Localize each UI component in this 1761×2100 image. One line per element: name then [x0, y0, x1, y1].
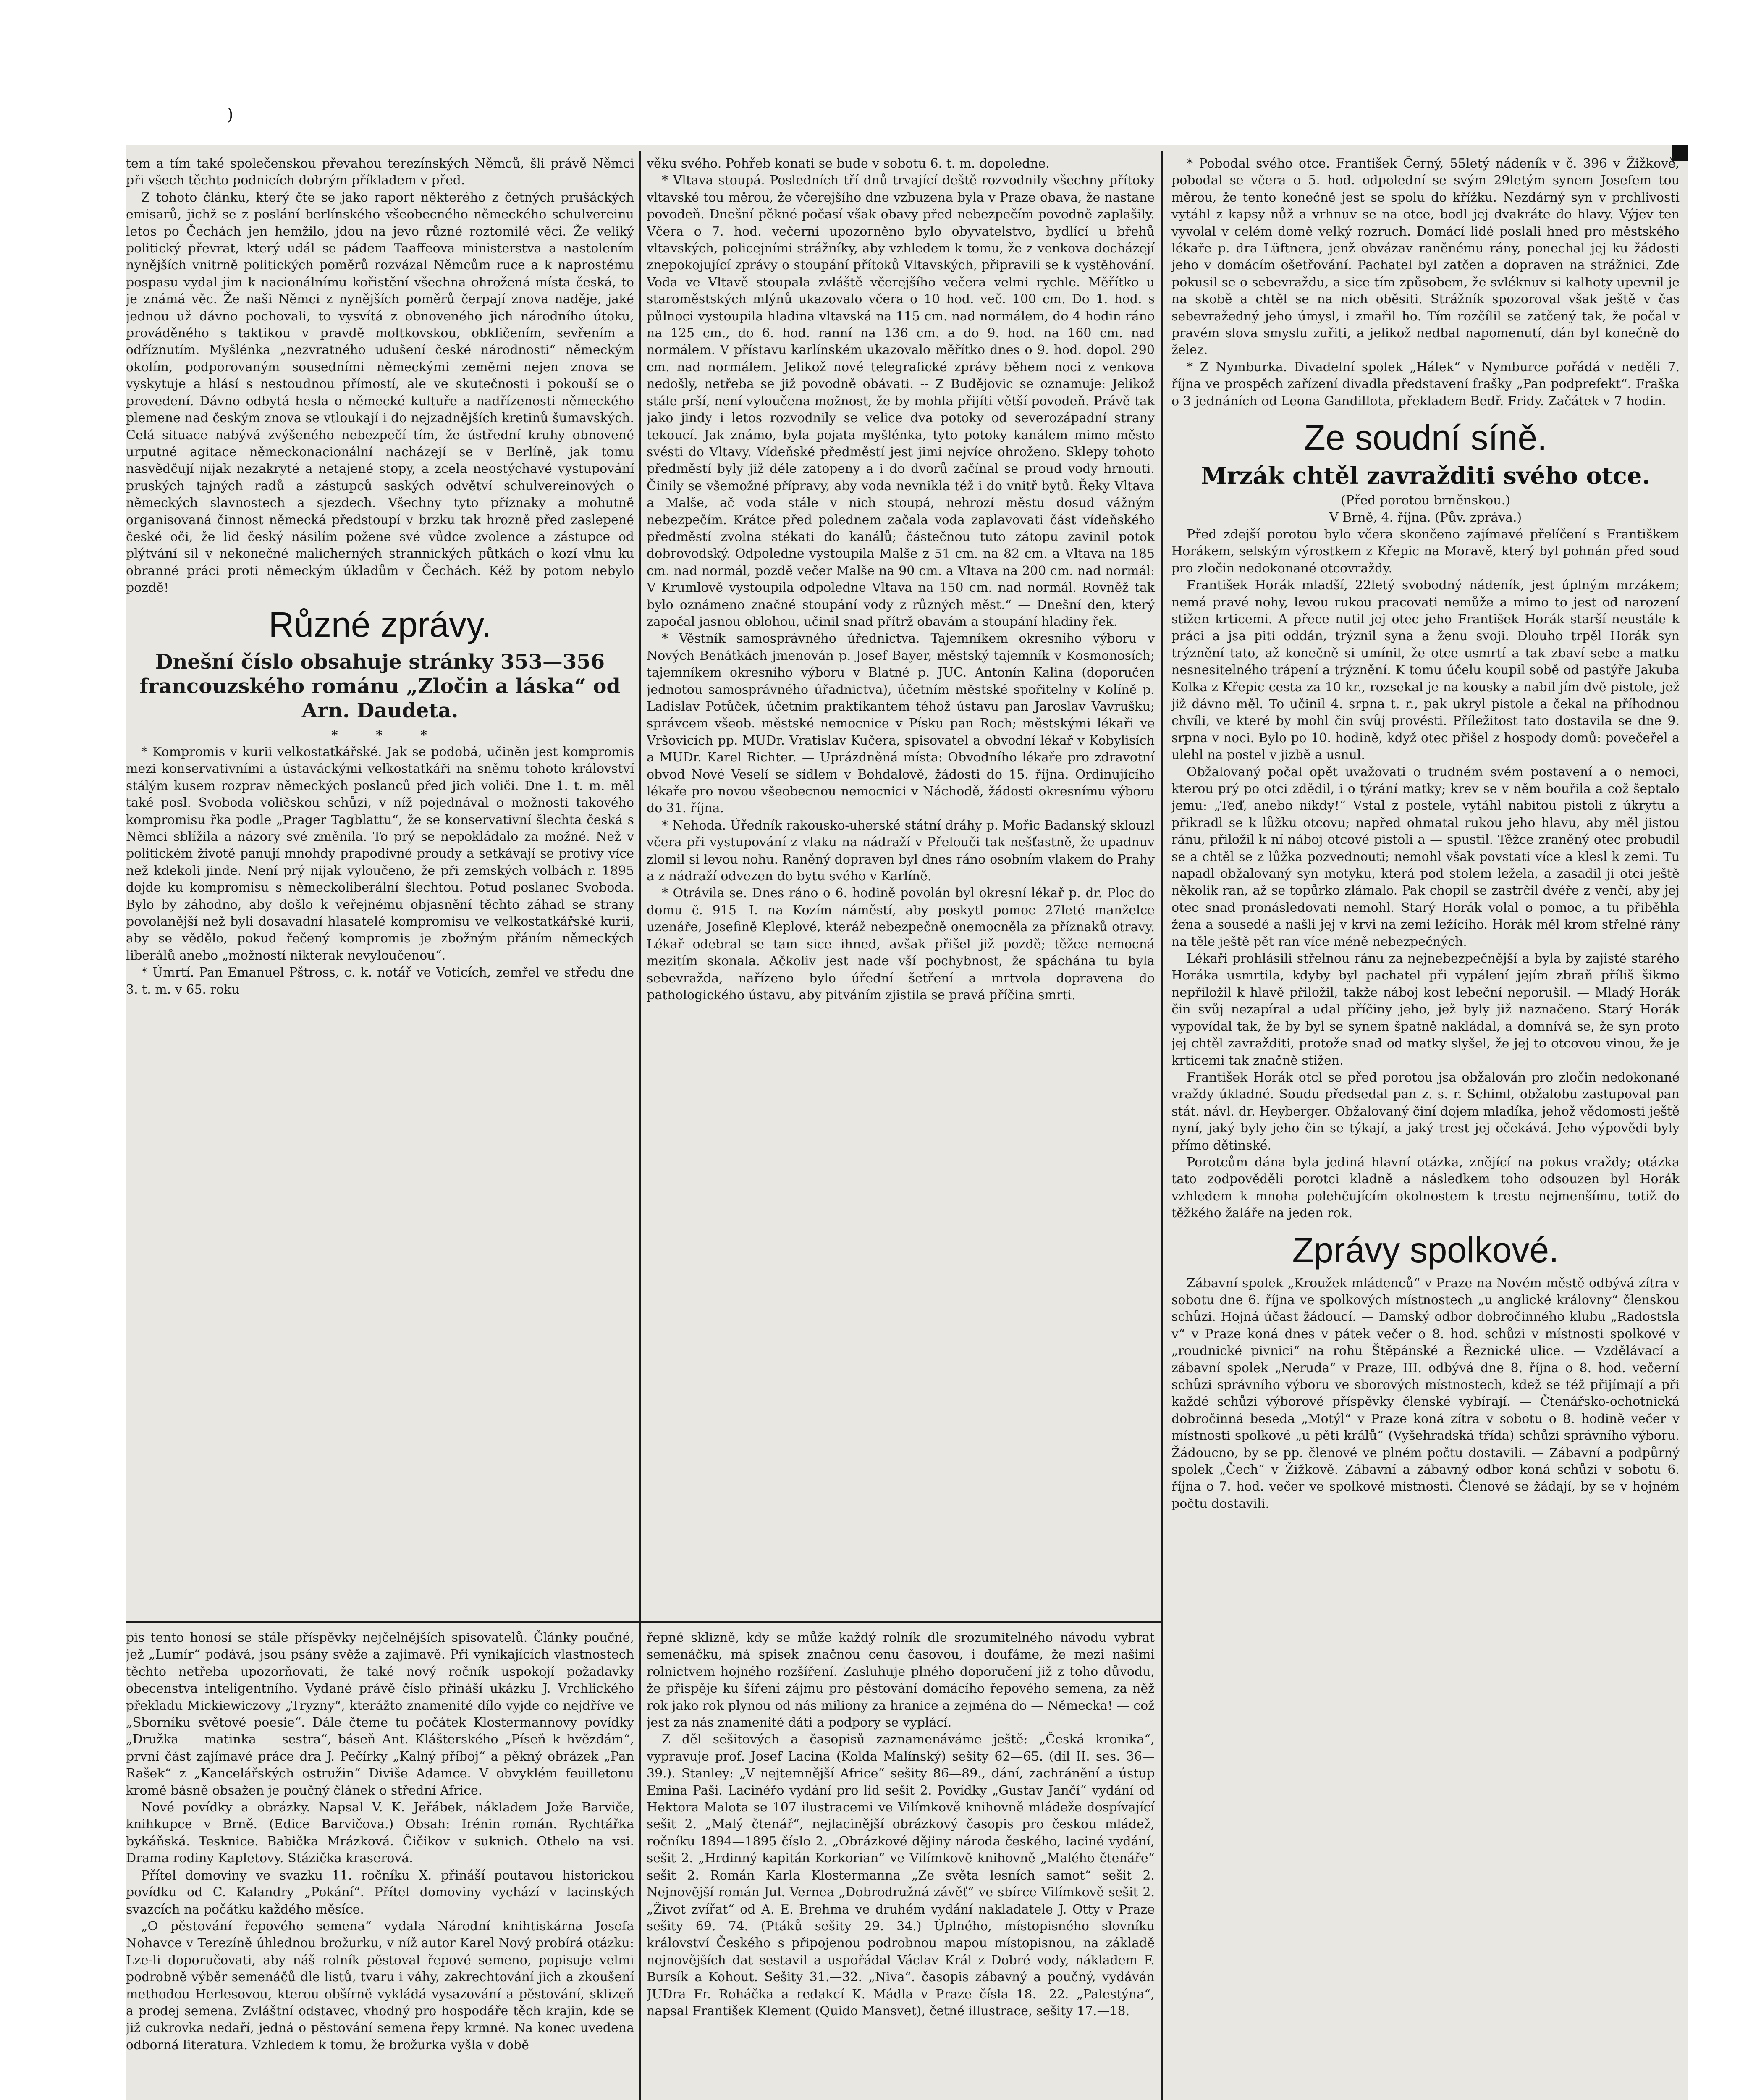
paragraph: Zábavní spolek „Kroužek mládenců“ v Praze na Novém městě odbývá zítra v sobotu dne 6. října ve spolkových místnostech „u anglické královny“ členskou schůzi. Hojná účast žádoucí. — Damský odbor dobročinného klubu „Radostsla v“ v Praze koná dnes v pátek večer o 8. hod. schůzi v místnosti spolkové v „roudnické pivnici“ na rohu Štěpánské a Řeznické ulice. — Vzdělávací a zábavní spolek „Neruda“ v Praze, III. odbývá dne 8. října o 8. hod. večerní schůzi správního výboru ve sborových místnostech, kdež se též přijímají a při každé schůzi výborové příspěvky členské vybírají. — Čtenářsko-ochotnická dobročinná beseda „Motýl“ v Praze koná zítra v sobotu o 8. hodině večer v místnosti spolkové „u pěti králů“ (Vyšehradská třída) schůzi správního výboru. Žádoucno, by se pp. členové ve plném počtu dostavili. — Zábavní a podpůrný spolek „Čech“ v Žižkově. Zábavní a zábavný odbor koná schůzi v sobotu 6. října o 7. hod. večer ve spolkové místnosti. Členové se žádají, by se v hojném počtu dostavili.	[1171, 1276, 1680, 1511]
paragraph: tem a tím také společenskou převahou terezínských Němců, šli právě Němci při všech těchto podnicích dobrým příkladem v před.	[126, 156, 634, 188]
paragraph: pis tento honosí se stále příspěvky nejčelnějších spisovatelů. Články poučné, jež „Lumír“ podává, jsou psány svěže a zajímavě. Při vynikajících vlastnostech těchto netřeba upozorňovati, že také nový ročník uspokojí požadavky obecenstva inteligentního. Vydané právě číslo přináší ukázku J. Vrchlického překladu Mickiewiczovy „Tryzny“, kterážto znamenité dílo vyjde co nejdříve ve „Sborníku světové poesie“. Dále čteme tu počátek Klostermannovy povídky „Družka — matinka — sestra“, báseň Ant. Klášterského „Píseň k hvězdám“, první část zajímavé práce dra J. Pečírky „Kalný příboj“ a pěkný obrázek „Pan Rašek“ z „Kancelářských ostružin“ Diviše Adamce. V obvyklém feuilletonu kromě básně obsažen je poučný článek o střední Africe.	[126, 1630, 634, 1798]
feuilleton-rule	[126, 1621, 1161, 1623]
section-heading: Zprávy spolkové.	[1292, 1230, 1559, 1270]
paragraph: * Věstník samosprávného úřednictva. Tajemníkem okresního výboru v Nových Benátkách jmenován p. Josef Bayer, městský tajemník v Kosmonosích; tajemníkem okresního výboru v Blatné p. JUC. Antonín Kalina (doporučen jednotou samosprávného úřadnictva), účetním městské spořitelny v Kolíně p. Ladislav Potůček, účetním praktikantem téhož ústavu pan Jaroslav Vavrušku; správcem všeob. městské nemocnice v Písku pan Roch; městskými lékaři ve Vršovicích pp. MUDr. Vratislav Kučera, spisovatel a obvodní lékař v Kobylisích a MUDr. Karel Richter. — Uprázdněná místa: Obvodního lékaře pro zdravotní obvod Nové Veselí se sídlem v Bohdalově, žádosti do 15. října. Ordinujícího lékaře pro novou všeobecnou nemocnici v Náchodě, žádosti okresnímu výboru do 31. října.	[647, 631, 1155, 816]
paragraph: * Úmrtí. Pan Emanuel Pštross, c. k. notář ve Voticích, zemřel ve středu dne 3. t. m. v 65. roku	[126, 965, 634, 997]
column-rule	[639, 151, 641, 2100]
paragraph: Z tohoto článku, který čte se jako raport některého z četných prušáckých emisarů, jichž se z poslání berlínského všeobecného německého schulvereinu letos po Čechách jen hemžilo, jdou na jevo různé roztomilé věci. Že veliký politický převrat, který udál se pádem Taaffeova ministerstva a nastolením nynějších vnitrně politických poměrů rozvázal Němcům ruce a k naprostému pospasu vydal jim k nacionálnímu kořistění všechna ohrožená místa česká, to je známá věc. Že naši Němci z nynějších poměrů čerpají znova naděje, jaké jednou už dávno pochovali, to vysvítá z obnoveného jich národního útoku, prováděného s taktikou v pravdě moltkovskou, obkličením, sevřením a odříznutím. Myšlénka „nezvratného udušení české národnosti“ německým okolím, podporovaným sousedními německými zeměmi nejen znova se vyskytuje a hlásí s nestoudnou přímostí, ale ve skutečnosti i pokouší se o provedení. Dávno odbytá hesla o německé kultuře a nadřízenosti německého plemene nad českým znova se vtloukají i do nejzadnějších kretinů šumavských. Celá situace nabývá zvýšeného nebezpečí tím, že ústřední kruhy obnovené urputné agitace německonacionální nacházejí se v Berlíně, jak tomu nasvědčují nijak nezakryté a netajené stopy, a zcela neostýchavé vystupování pruských tajných radů a zástupců saských odvětví schulvereinových o německých slavnostech a sjezdech. Všechny tyto příznaky a mohutně organisovaná činnost německá předstoupí v brzku tak hrozně před zaslepené české oči, že lid český násilím požene své vůdce zvolence a zástupce od plýtvání sil v nekonečné malicherných strannických půtkách o kozí vlnu ku obranné práci proti německým úkladům v Čechách. Kéž by potom nebylo pozdě!	[126, 190, 634, 596]
paragraph: Lékaři prohlásili střelnou ránu za nejnebezpečnější a byla by zajisté starého Horáka usmrtila, kdyby byl pachatel při vypálení jejím zbraň příliš šikmo nepřiložil k hlavě přiložil, takže náboj kost lebeční neporušil. — Mladý Horák čin svůj nezapíral a udal příčiny jeho, jež byly již naznačeno. Starý Horák vypovídal tak, že by byl se synem špatně nakládal, a domnívá se, že syn proto jej chtěl zavražditi, protože snad od matky slyšel, že jej to otcovou vinou, že je krticemi tak značně stižen.	[1171, 951, 1680, 1068]
section-heading: Různé zprávy.	[268, 604, 492, 644]
paragraph: Obžalovaný počal opět uvažovati o trudném svém postavení a o nemoci, kterou prý po otci zdědil, i o týrání matky; krev se v něm bouřila a což šeptalo jemu: „Teď, anebo nikdy!“ Vstal z postele, vytáhl nabitou pistoli z úkrytu a přikradl se k lůžku otcovu; napřed ohmatal rukou jeho hlavu, aby měl jistou ránu, přiložil k ní náboj otcové pistoli a — spustil. Těžce zraněný otec probudil se a chtěl se z lůžka pozvednouti; nemohl však povstati více a klesl k zemi. Tu napadl obžalovaný syn motyku, která pod stolem ležela, a zasadil ji otci ještě několik ran, až se topůrko zlámalo. Pak chopil se zastrčil dvéře z venčí, aby jej otec snad pronásledovati nemohl. Starý Horák volal o pomoc, a tu přiběhla žena a sousedé a našli jej v krvi na zemi ležícího. Horák měl krom střelné rány na těle ještě pět ran více méně nebezpečných.	[1171, 764, 1680, 949]
column-3	[1171, 155, 1680, 2100]
paragraph: řepné sklizně, kdy se může každý rolník dle srozumitelného návodu vybrat semenáčku, má spisek značnou cenu časovou, i doufáme, že mezi našimi rolnictvem hojného rozšíření. Zasluhuje plného doporučení již z toho důvodu, že přispěje ku šíření zájmu pro pěstování domácího řepového semena, za něž rok jako rok plynou od nás miliony za hranice a zejména do — Německa! — což jest za nás znamenité dáti a podpory se vyplácí.	[647, 1630, 1155, 1730]
paragraph: věku svého. Pohřeb konati se bude v sobotu 6. t. m. dopoledne.	[647, 156, 1050, 171]
paragraph: František Horák otcl se před porotou jsa obžalován pro zločin nedokonané vraždy úkladné. Soudu předsedal pan z. s. r. Schiml, obžalobu zastupoval pan stát. návl. dr. Heyberger. Obžalovaný činí dojem mladíka, jehož vědomosti ještě nyní, jaký byly jeho čin se týkají, a jaký trest jej očekává. Jeho výpovědi byly přímo dětinské.	[1171, 1070, 1680, 1153]
dateline: V Brně, 4. října. (Pův. zpráva.)	[1329, 510, 1522, 525]
lead-notice: Dnešní číslo obsahuje stránky 353—356 francouzského románu „Zločin a láska“ od Arn. Daudeta.	[139, 650, 621, 722]
column-2-bottom	[647, 1630, 1155, 2100]
column-1-top	[126, 155, 634, 1617]
corner-mark: )	[227, 105, 233, 124]
paragraph: * Nehoda. Úředník rakousko-uherské státní dráhy p. Mořic Badanský sklouzl včera při vystupování z vlaku na nádraží v Přelouči tak nešťastně, že upadnuv zlomil si levou nohu. Raněný dopraven byl dnes ráno osobním vlakem do Prahy a z nádraží odvezen do bytu svého v Karlíně.	[647, 818, 1155, 884]
article-headline: Mrzák chtěl zavražditi svého otce.	[1201, 462, 1650, 490]
paragraph: „O pěstování řepového semena“ vydala Národní knihtiskárna Josefa Nohavce v Terezíně úhlednou brožurku, v níž autor Karel Nový probírá otázku: Lze-li doporučovati, aby náš rolník pěstoval řepové semeno, popisuje velmi podrobně výběr semenáčů dle listů, tvaru i váhy, zakrechtování jich a zkoušení methodou Herlesovou, kterou obšírně vykládá vysazování a pěstování, sklizeň a prodej semena. Zvláštní odstavec, vhodný pro hospodáře těch krajin, kde se již cukrovka nedaří, jedná o pěstování semena řepy krmné. Na konec uvedena odborná literatura. Vzhledem k tomu, že brožurka vyšla v době	[126, 1919, 634, 2053]
paragraph: * Otrávila se. Dnes ráno o 6. hodině povolán byl okresní lékař p. dr. Ploc do domu č. 915—I. na Kozím náměstí, aby poskytl pomoc 27leté manželce uzenáře, Josefině Kleplové, kteráž nebezpečně onemocněla za příznaků otravy. Lékař odebral se tam sice ihned, avšak přišel již pozdě; těžce nemocná mezitím skonala. Ačkoliv jest nade vší pochybnost, že spáchána tu byla sebevražda, nařízeno bylo úřední šetření a mrtvola dopravena do pathologického ústavu, aby pitváním zjistila se pravá příčina smrti.	[647, 886, 1155, 1003]
paragraph: * Z Nymburka. Divadelní spolek „Hálek“ v Nymburce pořádá v neděli 7. října ve prospěch zařízení divadla představení frašky „Pan podprefekt“. Fraška o 3 jednáních od Leona Gandillota, překladem Bedř. Fridy. Začátek v 7 hodin.	[1171, 360, 1680, 409]
paragraph: * Pobodal svého otce. František Černý, 55letý nádeník v č. 396 v Žižkově, pobodal se včera o 5. hod. odpolední se svým 29letým synem Josefem tou měrou, že tento konečně jest se spolu do křížku. Nezdárný syn v prchlivosti vytáhl z kapsy nůž a vrhnuv se na otce, bodl jej dvakráte do hlavy. Výjev ten vyvolal v celém domě velký rozruch. Domácí lidé poslali hned pro městského lékaře p. dra Lüftnera, jenž obvázav raněnému rány, ponechal jej ku žádosti jeho v domácím ošetřování. Pachatel byl zatčen a dopraven na strážnici. Zde pokusil se o sebevraždu, a sice tím způsobem, že svléknuv si kalhoty upevnil je na skobě a chtěl se na nich oběsiti. Strážník spozoroval však ještě v čas sebevražedný jeho úmysl, i zmařil ho. Tím rozčílil se zatčený tak, že počal v pravém slova smyslu zuřiti, a jelikož nedbal napomenutí, dán byl konečně do želez.	[1171, 156, 1680, 358]
byline: (Před porotou brněnskou.)	[1341, 493, 1510, 508]
paragraph: Před zdejší porotou bylo včera skončeno zajímavé přelíčení s Františkem Horákem, selským výrostkem z Křepic na Moravě, který byl pohnán před soud pro zločin nedokonané otcovraždy.	[1171, 527, 1680, 576]
section-heading: Ze soudní síně.	[1304, 418, 1547, 458]
paragraph: Z děl sešitových a časopisů zaznamenáváme ještě: „Česká kronika“, vypravuje prof. Josef Lacina (Kolda Malínský) sešity 62—65. (díl II. ses. 36—39.). Stanley: „V nejtemnější Africe“ sešity 86—89., dání, zachránění a ústup Emina Paši. Lacinéřo vydání pro lid sešit 2. Povídky „Gustav Jančí“ vydání od Hektora Malota se 107 ilustracemi ve Vilímkově knihovně mládeže dospívající sešit 2. „Malý čtenář“, nejlacinější obrázkový časopis pro českou mládež, ročníku 1894—1895 číslo 2. „Obrázkové dějiny národa českého, laciné vydání, sešit 2. „Hrdinný kapitán Korkorian“ ve Vilímkově knihovně „Malého čtenáře“ sešit 2. Román Karla Klostermanna „Ze světa lesních samot“ sešit 2. Nejnovější román Jul. Vernea „Dobrodružná závěť“ ve sbírce Vilímkově sešit 2. „Život zvířat“ od A. E. Brehma ve druhém vydání nakladatele J. Otty v Praze sešity 69.—74. (Ptáků sešity 29.—34.) Úplného, místopisného slovníku království Českého s připojenou podrobnou mapou místopisnou, na základě nejnovějších dat sestavil a uspořádal Václav Král z Dobré vody, nákladem F. Bursík a Kohout. Sešity 31.—32. „Niva“. časopis zábavný a poučný, vydáván JUDra Fr. Roháčka a redakcí K. Mádla v Praze čísla 18.—22. „Palestýna“, napsal František Klement (Quido Mansvet), četné illustrace, sešity 17.—18.	[647, 1732, 1155, 2019]
column-1-bottom	[126, 1630, 634, 2100]
separator-stars: * * *	[331, 727, 444, 743]
paragraph: Nové povídky a obrázky. Napsal V. K. Jeřábek, nákladem Jože Barviče, knihkupce v Brně. (Edice Barvičova.) Obsah: Irénin román. Rychtářka bykáňská. Tesknice. Babička Mrázková. Čičikov v suknich. Othelo na vsi. Drama rodiny Kapletovy. Stázička kraserová.	[126, 1800, 634, 1866]
column-2-top	[647, 155, 1155, 1617]
paragraph: Přítel domoviny ve svazku 11. ročníku X. přináší poutavou historickou povídku od C. Kalandry „Pokání“. Přítel domoviny vychází v lacinských svazcích na počátku každého měsíce.	[126, 1868, 634, 1917]
paragraph: Porotcům dána byla jediná hlavní otázka, znějící na pokus vraždy; otázka tato zodpověděli porotci kladně a následkem toho odsouzen byl Horák vzhledem k mnoha polehčujícím okolnostem k trestu nejmenšímu, totiž do těžkého žaláře na jeden rok.	[1171, 1155, 1680, 1221]
column-rule	[1161, 151, 1163, 2100]
paragraph: * Vltava stoupá. Posledních tří dnů trvající deště rozvodnily všechny přítoky vltavské tou měrou, že včerejšího dne vzbuzena byla v Praze obava, že nastane povodeň. Dnešní pěkné počasí však obavy před nebezpečím povodně zaplašily. Včera o 7. hod. večerní upozorněno bylo obyvatelstvo, bydlící u břehů vltavských, policejními strážníky, aby vzhledem k tomu, že z venkova docházejí znepokojující zprávy o stoupání přítoků Vltavských, připravili se k vystěhování. Voda ve Vltavě stoupala zvláště včerejšího večera velmi rychle. Měřítko u staroměstských mlýnů ukazovalo včera o 10 hod. več. 100 cm. Do 1. hod. s půlnoci vystoupila hladina vltavská na 115 cm. nad normálem, do 4 hodin ráno na 125 cm., do 6. hod. ranní na 136 cm. a do 9. hod. na 160 cm. nad normálem. V přístavu karlínském ukazovalo měřítko dnes o 9. hod. dopol. 290 cm. nad normálem. Jelikož nové telegrafické zprávy během noci z venkova nedošly, netřeba se již povodně obávati. -- Z Budějovic se oznamuje: Jelikož stále prší, není vyloučena možnost, že by mohla přijíti větší povodeň. Právě tak jako jindy i letos rozvodnily se velice dva potoky od severozápadní strany tekoucí. Jak známo, byla pojata myšlénka, tyto potoky kanálem mimo město svésti do Vltavy. Vídeňské předměstí jest jimi nejvíce ohroženo. Sklepy tohoto předměstí byly již déle zatopeny a i do dvorů začínal se proud vody hrnouti. Činily se všemožné přípravy, aby voda nevnikla též i do vnitř bytů. Řeky Vltava a Malše, ač voda stále v nich stoupá, nehrozí městu dosud vážným nebezpečím. Krátce před polednem začala voda zaplavovati část vídeňského předměstí zvolna stékati do kanálů; částečnou tuto zátopu zavinil potok dobrovodský. Odpoledne vystoupila Malše z 51 cm. na 82 cm. a Vltava na 185 cm. nad normál, pozdě večer Malše na 90 cm. a Vltava na 200 cm. nad normál: V Krumlově vystoupila odpoledne Vltava na 150 cm. nad normál. Rovněž tak bylo oznámeno značné stoupání vody z různých měst.“ — Dnešní den, který započal jasnou oblohou, učinil snad přítrž obavám a stoupání hladiny řek.	[647, 173, 1155, 629]
paragraph: * Kompromis v kurii velkostatkářské. Jak se podobá, učiněn jest kompromis mezi konservativními a ústaváckými velkostatkáři na sněmu tohoto království stálým kusem rozprav německých poslanců před jich voliči. Dne 1. t. m. měl také posl. Svoboda voličskou schůzi, v níž pojednával o možnosti takového kompromisu řka podle „Prager Tagblattu“, že se konservativní šlechta česká s Němci sblížila a názory své změnila. To prý se nepokládalo za možné. Než v politickém životě panují mnohdy prapodivné proudy a setkávají se protivy více než kdekoli jinde. Není prý nijak vyloučeno, že při zemských volbách r. 1895 dojde ku kompromisu s německoliberální šlechtou. Potud poslanec Svoboda. Bylo by záhodno, aby došlo k veřejnému objasnění těchto záhad se strany povolanější než byli dosavadní hlasatelé kompromisu ve velkostatkářské kurii, aby se vědělo, pokud řečený kompromis je zbožným přáním německých liberálů anebo „možností nikterak nevyloučenou“.	[126, 744, 634, 963]
paragraph: František Horák mladší, 22letý svobodný nádeník, jest úplným mrzákem; nemá pravé nohy, levou rukou pracovati nemůže a mimo to jest od narození stižen krticemi. A přece nutil jej otec jeho František Horák starší neustále k práci a jsa piti oddán, trýznil syna a ženu svoji. Dlouho trpěl Horák syn trýznění tato, až konečně si umínil, že otce usmrtí a tak zbaví sebe a matku nesnesitelného trápení a trýznění. K tomu účelu koupil sobě od pastýře Jakuba Kolka z Křepic cesta za 10 kr., rozsekal je na kousky a nabil jím dvě pistole, jež již dávno měl. To učinil 4. srpna t. r., pak ukryl pistole a čekal na příhodnou chvíli, ve které by mohl čin svůj provésti. Příležitost tato dostavila se dne 9. srpna v noci. Bylo po 10. hodině, když otec přišel z hospody domů: povečeřel a ulehl na postel v jizbě a usnul.	[1171, 578, 1680, 763]
